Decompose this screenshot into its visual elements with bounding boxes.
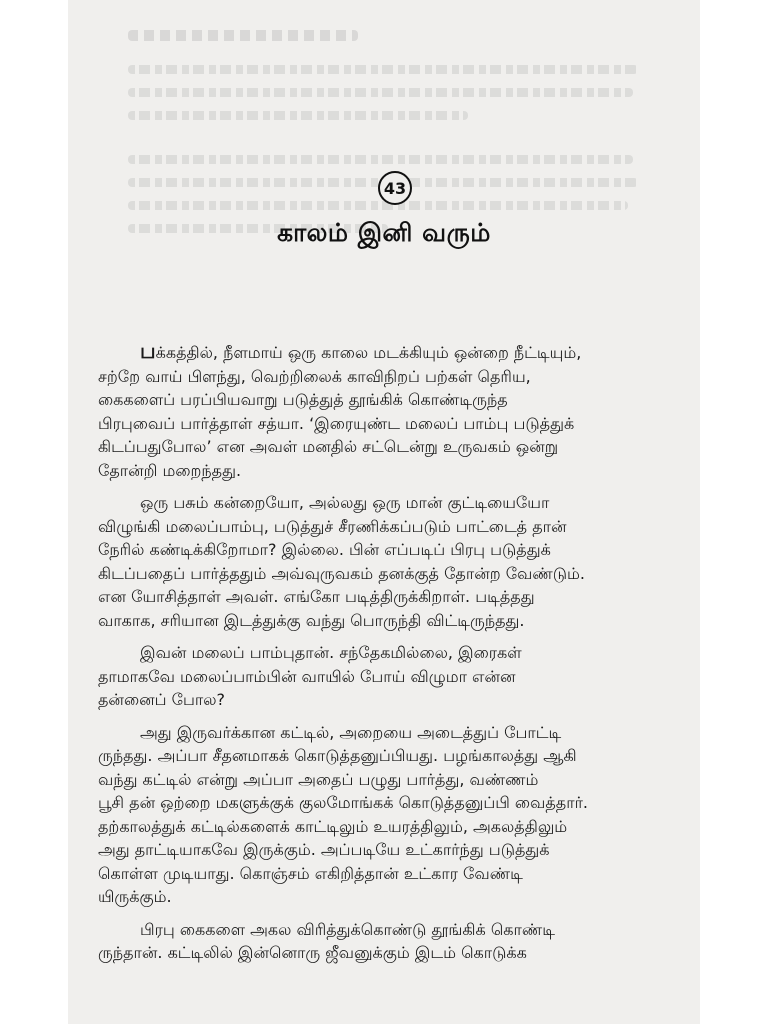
text-line: சற்றே வாய் பிளந்து, வெற்றிலைக் காவிநிறப் பற்கள் தெரிய, [98,366,531,386]
text-line: என யோசித்தாள் அவள். எங்கோ படித்திருக்கிறாள். படித்தது [98,587,535,606]
text-line: விழுங்கி மலைப்பாம்பு, படுத்துச் சீரணிக்கப்படும் பாட்டைத் தான் [98,516,567,536]
paragraph [98,340,671,482]
text-line: பிரபுவைப் பார்த்தாள் சத்யா. ‘இரையுண்ட மலைப் பாம்பு படுத்துக் [98,413,575,433]
text-line: பூசி தன் ஒற்றை மகளுக்குக் குலமோங்கக் கொடுத்தனுப்பி வைத்தார். [98,793,589,812]
text-line: அது இருவர்க்கான கட்டில், அறையை அடைத்துப் போட்டி [140,722,562,742]
text-line: ருந்தது. அப்பா சீதனமாகக் கொடுத்தனுப்பியது. பழங்காலத்து ஆகி [98,746,577,765]
text-line: கிடப்பதைப் பார்த்ததும் அவ்வுருவகம் தனக்குத் தோன்ற வேண்டும். [98,563,585,583]
paragraph [98,491,671,632]
paragraph [98,721,671,909]
text-line: தற்காலத்துக் கட்டில்களைக் காட்டிலும் உயரத்திலும், அகலத்திலும் [98,816,568,836]
text-line: தாமாகவே மலைப்பாம்பின் வாயில் போய் விழுமா என்ன [98,666,516,686]
chapter-number: 43 [383,178,407,198]
text-line: ஒரு பசும் கன்றையோ, அல்லது ஒரு மான் குட்டியையோ [140,493,550,512]
text-line: வந்து கட்டில் என்று அப்பா அதைப் பழுது பார்த்து, வண்ணம் [98,769,539,789]
text-line: நேரில் கண்டிக்கிறோமா? இல்லை. பின் எப்படிப் பிரபு படுத்துக் [98,540,551,559]
drop-cap: ப [140,340,156,363]
chapter-title: காலம் இனி வரும் [277,218,491,247]
text-line: பக்கத்தில், நீளமாய் ஒரு காலை மடக்கியும் ஒன்றை நீட்டியும், [140,340,582,363]
text-line: பிரபு கைகளை அகல விரித்துக்கொண்டு தூங்கிக் கொண்டி [140,919,555,939]
text-line: அது தாட்டியாகவே இருக்கும். அப்படியே உட்கார்ந்து படுத்துக் [98,840,550,859]
text-line: தன்னைப் போல? [98,690,225,709]
book-page [68,0,700,1024]
text-line: ருந்தான். கட்டிலில் இன்னொரு ஜீவனுக்கும் இடம் கொடுக்க [98,943,527,962]
text-line: யிருக்கும். [98,887,172,906]
chapter-number-badge [378,171,412,205]
text-line: கொள்ள முடியாது. கொஞ்சம் எகிறித்தான் உட்கார வேண்டி [98,863,523,883]
text-line: கிடப்பதுபோல’ என அவள் மனதில் சட்டென்று உருவகம் ஒன்று [98,437,559,456]
text-line: வாகாக, சரியான இடத்துக்கு வந்து பொருந்தி விட்டிருந்தது. [98,610,525,630]
paragraph [98,641,671,712]
text-line: தோன்றி மறைந்தது. [98,460,242,480]
chapter-body [98,340,671,974]
paragraph [98,918,671,965]
text-line: இவன் மலைப் பாம்புதான். சந்தேகமில்லை, இரைகள் [140,643,522,662]
text-line: கைகளைப் பரப்பியவாறு படுத்துத் தூங்கிக் கொண்டிருந்த [98,390,508,409]
